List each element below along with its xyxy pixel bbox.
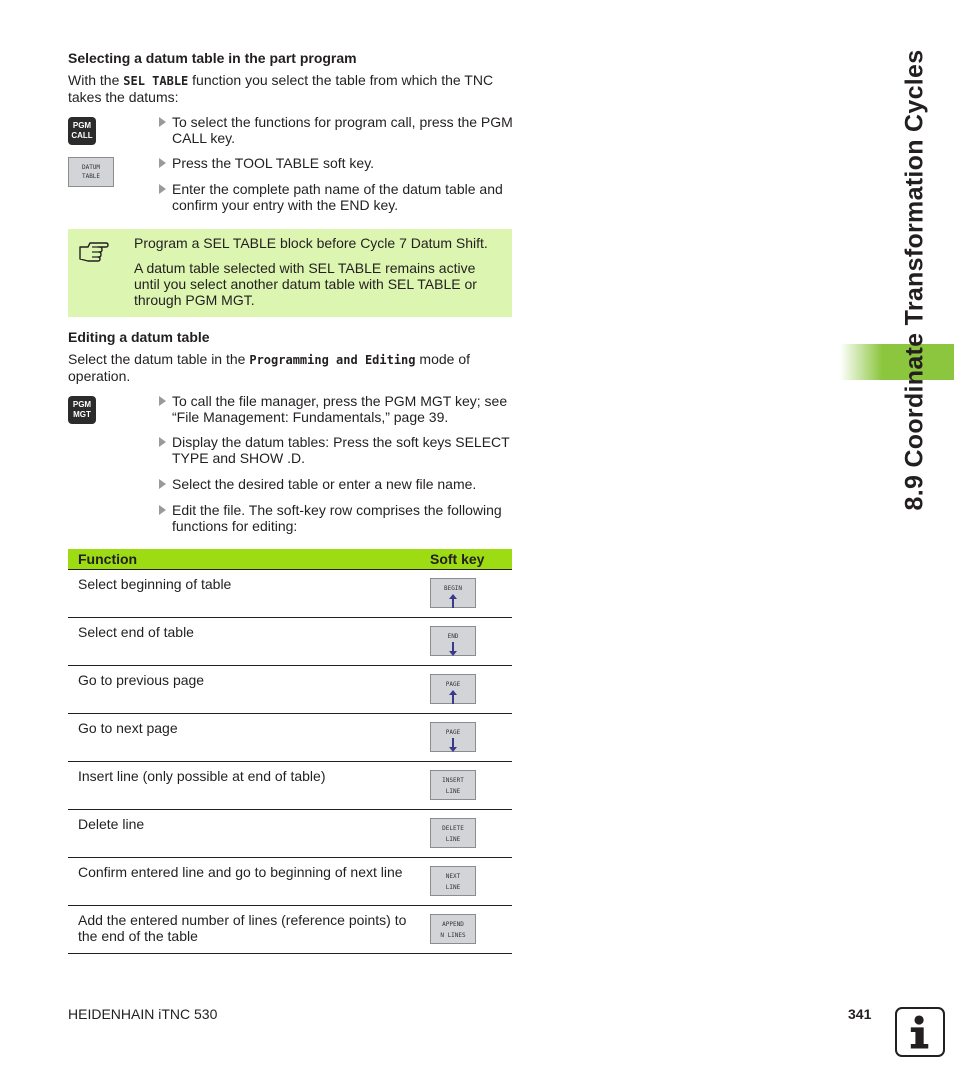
function-description: Go to next page <box>78 720 178 736</box>
function-description: Go to previous page <box>78 672 205 688</box>
softkey-page: PAGE <box>430 722 476 752</box>
step-item: Select the desired table or enter a new file name. <box>159 476 514 492</box>
column-header-function: Function <box>78 551 138 567</box>
step-item: To call the file manager, press the PGM MGT key; see “File Management: Fundamentals,” page 39. <box>159 393 514 425</box>
step-item: Display the datum tables: Press the soft keys SELECT TYPE and SHOW .D. <box>159 434 514 466</box>
pgm-mgt-key-icon: PGM MGT <box>68 396 96 424</box>
chapter-title: 8.9 Coordinate Transformation Cycles <box>900 49 929 511</box>
table-row <box>68 858 512 906</box>
step-item: Enter the complete path name of the datum table and confirm your entry with the END key. <box>159 181 514 213</box>
table-header <box>68 549 512 570</box>
pgm-call-key-icon: PGM CALL <box>68 117 96 145</box>
table-row <box>68 666 512 714</box>
table-row <box>68 618 512 666</box>
softkey-delete-line: DELETE LINE <box>430 818 476 848</box>
section-intro-selecting: With the SEL TABLE function you select the table from which the TNC takes the datums: <box>68 72 494 105</box>
softkey-page: PAGE <box>430 674 476 704</box>
function-description: Add the entered number of lines (reference points) to the end of the table <box>78 912 407 944</box>
arrow-down-icon <box>448 641 458 657</box>
section-heading-selecting: Selecting a datum table in the part program <box>68 50 357 66</box>
page-number: 341 <box>848 1006 872 1022</box>
function-description: Select beginning of table <box>78 576 232 592</box>
note-line-2: A datum table selected with SEL TABLE remains active until you select another datum table with SEL TABLE or through PGM MGT. <box>134 260 477 308</box>
chapter-tab-fade <box>840 344 882 380</box>
function-description: Insert line (only possible at end of table) <box>78 768 326 784</box>
table-row <box>68 570 512 618</box>
function-description: Delete line <box>78 816 145 832</box>
step-item: Press the TOOL TABLE soft key. <box>159 155 514 171</box>
datum-table-softkey: DATUM TABLE <box>68 157 114 187</box>
table-row <box>68 762 512 810</box>
table-row <box>68 714 512 762</box>
info-icon <box>895 1007 945 1057</box>
softkey-function-table <box>68 549 512 954</box>
arrow-down-icon <box>448 737 458 753</box>
table-row <box>68 906 512 954</box>
step-item: To select the functions for program call, press the PGM CALL key. <box>159 114 514 146</box>
softkey-append-n-lines: APPEND N LINES <box>430 914 476 944</box>
section-heading-editing: Editing a datum table <box>68 329 210 345</box>
section-intro-editing: Select the datum table in the Programming and Editing mode of operation. <box>68 351 470 384</box>
note-box <box>68 229 512 317</box>
footer-product: HEIDENHAIN iTNC 530 <box>68 1006 218 1022</box>
softkey-begin: BEGIN <box>430 578 476 608</box>
arrow-up-icon <box>448 593 458 609</box>
function-description: Select end of table <box>78 624 194 640</box>
arrow-up-icon <box>448 689 458 705</box>
step-item: Edit the file. The soft-key row comprises the following functions for editing: <box>159 502 514 534</box>
softkey-end: END <box>430 626 476 656</box>
table-row <box>68 810 512 858</box>
softkey-next-line: NEXT LINE <box>430 866 476 896</box>
column-header-softkey: Soft key <box>430 551 485 567</box>
note-line-1: Program a SEL TABLE block before Cycle 7 Datum Shift. <box>134 235 488 251</box>
pointing-hand-icon <box>78 237 110 263</box>
softkey-insert-line: INSERT LINE <box>430 770 476 800</box>
function-description: Confirm entered line and go to beginning of next line <box>78 864 403 880</box>
